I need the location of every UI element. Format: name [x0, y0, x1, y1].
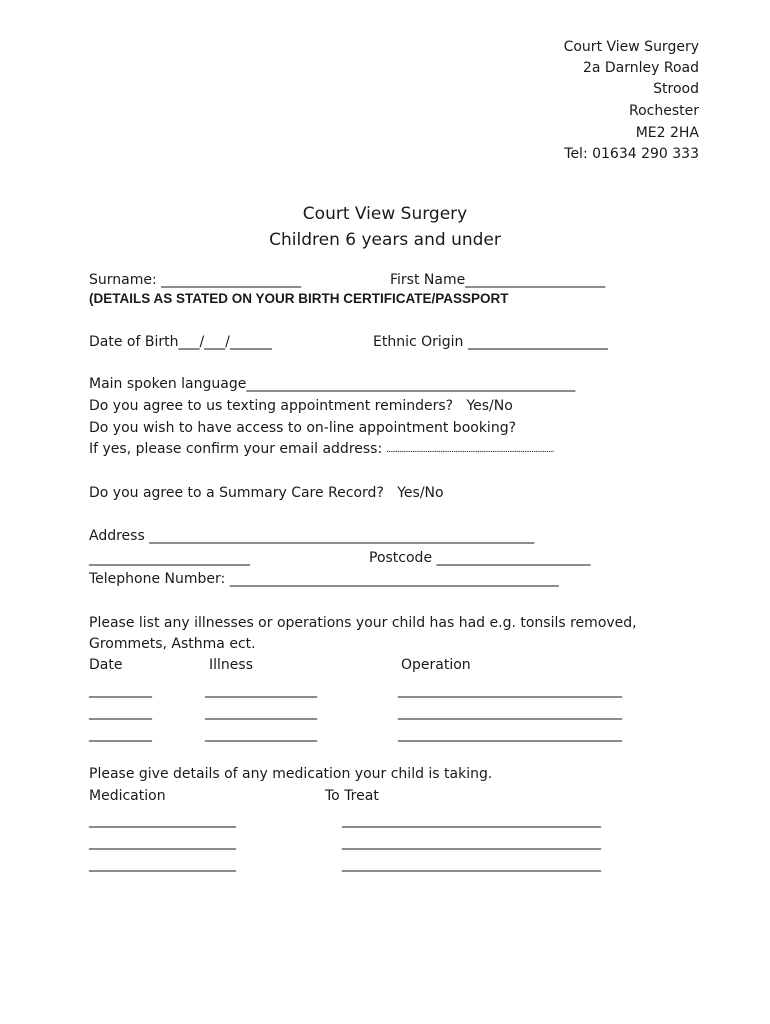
- dob-field[interactable]: Date of Birth___/___/______: [89, 334, 272, 350]
- illness-intro-2: Grommets, Asthma ect.: [89, 636, 256, 652]
- address-city: Rochester: [629, 103, 699, 119]
- address-telephone: Tel: 01634 290 333: [564, 146, 699, 162]
- postcode-field[interactable]: Postcode ______________________: [369, 550, 591, 566]
- medication-blank[interactable]: _____________________: [89, 856, 236, 872]
- illness-blank[interactable]: ________________: [205, 726, 317, 742]
- page-subtitle: Children 6 years and under: [269, 230, 501, 250]
- ethnic-origin-field[interactable]: Ethnic Origin ____________________: [373, 334, 608, 350]
- date-blank[interactable]: _________: [89, 682, 152, 698]
- summary-care-record-question[interactable]: Do you agree to a Summary Care Record? Yes/No: [89, 485, 444, 501]
- treat-blank[interactable]: _____________________________________: [342, 834, 601, 850]
- address-town: Strood: [653, 81, 699, 97]
- col-illness: Illness: [209, 657, 253, 673]
- first-name-field[interactable]: First Name____________________: [390, 272, 606, 288]
- illness-blank[interactable]: ________________: [205, 704, 317, 720]
- address-line-2[interactable]: _______________________: [89, 550, 250, 566]
- medication-blank[interactable]: _____________________: [89, 834, 236, 850]
- date-blank[interactable]: _________: [89, 704, 152, 720]
- col-operation: Operation: [401, 657, 471, 673]
- language-field[interactable]: Main spoken language_______________________________________________: [89, 376, 576, 392]
- treat-blank[interactable]: _____________________________________: [342, 856, 601, 872]
- date-blank[interactable]: _________: [89, 726, 152, 742]
- operation-blank[interactable]: ________________________________: [398, 726, 622, 742]
- col-medication: Medication: [89, 788, 166, 804]
- col-date: Date: [89, 657, 123, 673]
- address-practice: Court View Surgery: [563, 39, 699, 55]
- address-postcode: ME2 2HA: [635, 125, 699, 141]
- texting-question[interactable]: Do you agree to us texting appointment reminders? Yes/No: [89, 398, 513, 414]
- telephone-field[interactable]: Telephone Number: _______________________________________________: [89, 571, 559, 587]
- col-to-treat: To Treat: [325, 788, 379, 804]
- details-note: (DETAILS AS STATED ON YOUR BIRTH CERTIFICATE/PASSPORT: [89, 291, 509, 306]
- treat-blank[interactable]: _____________________________________: [342, 812, 601, 828]
- email-field[interactable]: ..........................................................................................: [386, 445, 554, 455]
- medication-blank[interactable]: _____________________: [89, 812, 236, 828]
- page-title: Court View Surgery: [302, 204, 468, 224]
- address-street: 2a Darnley Road: [582, 60, 699, 76]
- illness-intro-1: Please list any illnesses or operations your child has had e.g. tonsils removed,: [89, 615, 637, 631]
- surname-field[interactable]: Surname: ____________________: [89, 272, 302, 288]
- operation-blank[interactable]: ________________________________: [398, 704, 622, 720]
- medication-intro: Please give details of any medication your child is taking.: [89, 766, 493, 782]
- email-label: If yes, please confirm your email address:: [89, 441, 383, 457]
- online-booking-question: Do you wish to have access to on-line appointment booking?: [89, 420, 517, 436]
- address-field[interactable]: Address _______________________________________________________: [89, 528, 535, 544]
- operation-blank[interactable]: ________________________________: [398, 682, 622, 698]
- illness-blank[interactable]: ________________: [205, 682, 317, 698]
